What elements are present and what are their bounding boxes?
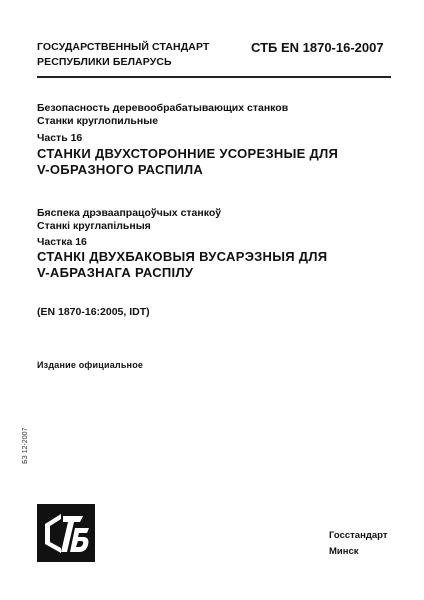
side-code: БЗ 12-2007 xyxy=(22,427,29,464)
publication-city: Минск xyxy=(329,546,359,557)
title-by-main-line-2: V-АБРАЗНАГА РАСПІЛУ xyxy=(37,265,194,280)
official-edition: Издание официальное xyxy=(37,360,144,370)
title-by-main-line-1: СТАНКІ ДВУХБАКОВЫЯ ВУСАРЭЗНЫЯ ДЛЯ xyxy=(37,249,328,264)
publisher: Госстандарт xyxy=(329,530,388,541)
en-equivalence: (EN 1870-16:2005, IDT) xyxy=(37,306,150,318)
stb-logo-icon xyxy=(37,504,95,562)
title-ru-line-2: Станки круглопильные xyxy=(37,115,159,127)
title-by-main xyxy=(37,249,327,281)
title-ru-line-1: Безопасность деревообрабатывающих станков xyxy=(37,102,289,114)
title-by-part: Частка 16 xyxy=(37,236,87,248)
issuing-body xyxy=(37,40,209,70)
org-line-2: РЕСПУБЛИКИ БЕЛАРУСЬ xyxy=(37,56,172,68)
title-ru-main-line-1: СТАНКИ ДВУХСТОРОННИЕ УСОРЕЗНЫЕ ДЛЯ xyxy=(37,146,339,161)
title-by-line-1: Бяспека дрэваапрацоўчых станкоў xyxy=(37,207,222,219)
standard-designation: СТБ EN 1870-16-2007 xyxy=(251,40,384,55)
title-by-line-2: Станкі круглапільныя xyxy=(37,220,151,232)
title-ru-main xyxy=(37,146,338,178)
title-ru-main-line-2: V-ОБРАЗНОГО РАСПИЛА xyxy=(37,162,204,177)
header-divider xyxy=(37,76,391,78)
org-line-1: ГОСУДАРСТВЕННЫЙ СТАНДАРТ xyxy=(37,41,210,53)
title-ru-part: Часть 16 xyxy=(37,132,83,144)
